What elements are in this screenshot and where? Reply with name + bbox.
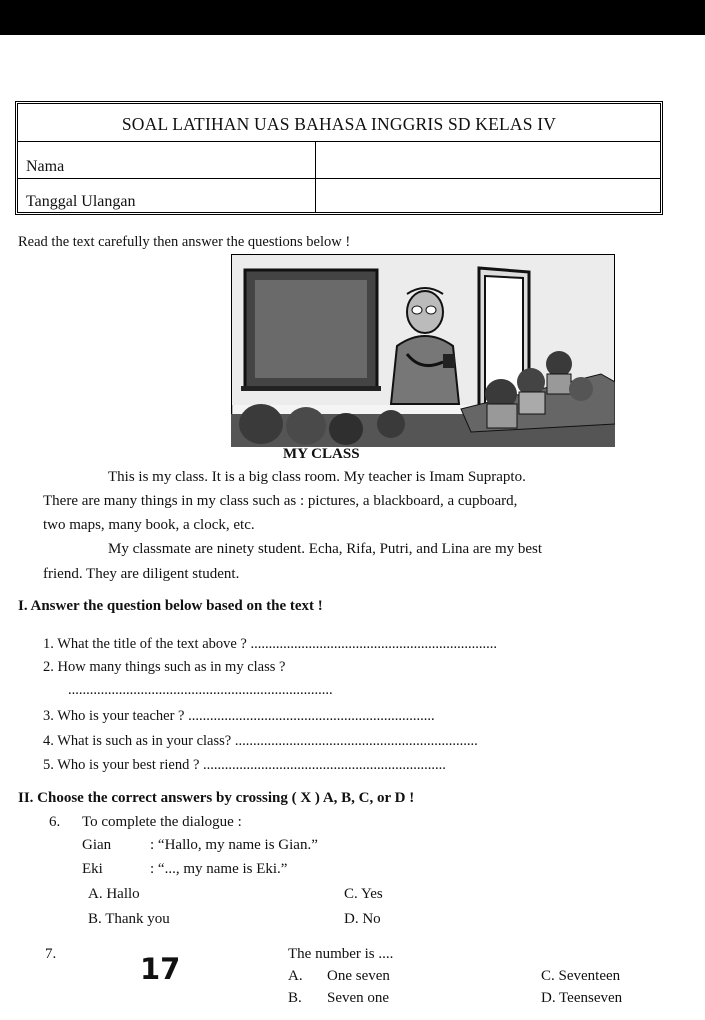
page-title: SOAL LATIHAN UAS BAHASA INGGRIS SD KELAS IV	[18, 104, 660, 142]
dialogue-speaker-2: Eki	[82, 861, 103, 877]
option-b[interactable]: B. Thank you	[88, 911, 170, 927]
option-c[interactable]: C. Yes	[344, 886, 383, 902]
question-2-blank: .........................................................................	[68, 682, 333, 698]
section-1-heading: I. Answer the question below based on the text !	[18, 598, 323, 614]
name-row	[18, 142, 660, 179]
dialogue-line-1: : “Hallo, my name is Gian.”	[150, 837, 318, 853]
date-label: Tanggal Ulangan	[26, 193, 136, 210]
column-divider	[315, 142, 316, 212]
option-a[interactable]: A. Hallo	[88, 886, 140, 902]
date-row	[18, 179, 660, 213]
option-b-letter[interactable]: B.	[288, 990, 302, 1006]
question-7-text: The number is ....	[288, 946, 394, 962]
reading-line: friend. They are diligent student.	[43, 566, 240, 582]
header-table	[15, 101, 663, 215]
question-3: 3. Who is your teacher ? ....................................................................	[43, 708, 435, 724]
reading-line: My classmate are ninety student. Echa, Rifa, Putri, and Lina are my best	[108, 541, 543, 557]
question-6-number: 6.	[49, 814, 61, 830]
reading-line: two maps, many book, a clock, etc.	[43, 517, 255, 533]
option-d[interactable]: D. No	[344, 911, 381, 927]
name-label: Nama	[26, 158, 65, 175]
classroom-illustration-icon	[231, 254, 615, 447]
question-7-number: 7.	[45, 946, 57, 962]
number-display: 17	[140, 952, 181, 986]
option-a[interactable]: One seven	[327, 968, 390, 984]
section-2-heading: II. Choose the correct answers by crossing ( X ) A, B, C, or D !	[18, 790, 415, 806]
question-5: 5. Who is your best riend ? ...................................................................	[43, 757, 446, 773]
question-6-text: To complete the dialogue :	[82, 814, 242, 830]
option-b[interactable]: Seven one	[327, 990, 390, 1006]
reading-line: There are many things in my class such as : pictures, a blackboard, a cupboard,	[43, 493, 518, 509]
option-c[interactable]: C. Seventeen	[541, 968, 621, 984]
top-black-bar	[0, 0, 705, 35]
reading-line: This is my class. It is a big class room. My teacher is Imam Suprapto.	[108, 469, 526, 485]
question-1: 1. What the title of the text above ? ....................................................................	[43, 636, 497, 652]
instruction: Read the text carefully then answer the questions below !	[18, 234, 351, 250]
question-4: 4. What is such as in your class? ...................................................................	[43, 733, 478, 749]
option-d[interactable]: D. Teenseven	[541, 990, 623, 1006]
reading-title: MY CLASS	[283, 446, 360, 462]
dialogue-line-2: : “..., my name is Eki.”	[150, 861, 288, 877]
dialogue-speaker-1: Gian	[82, 837, 112, 853]
option-a-letter[interactable]: A.	[288, 968, 303, 984]
question-2: 2. How many things such as in my class ?	[43, 659, 286, 675]
